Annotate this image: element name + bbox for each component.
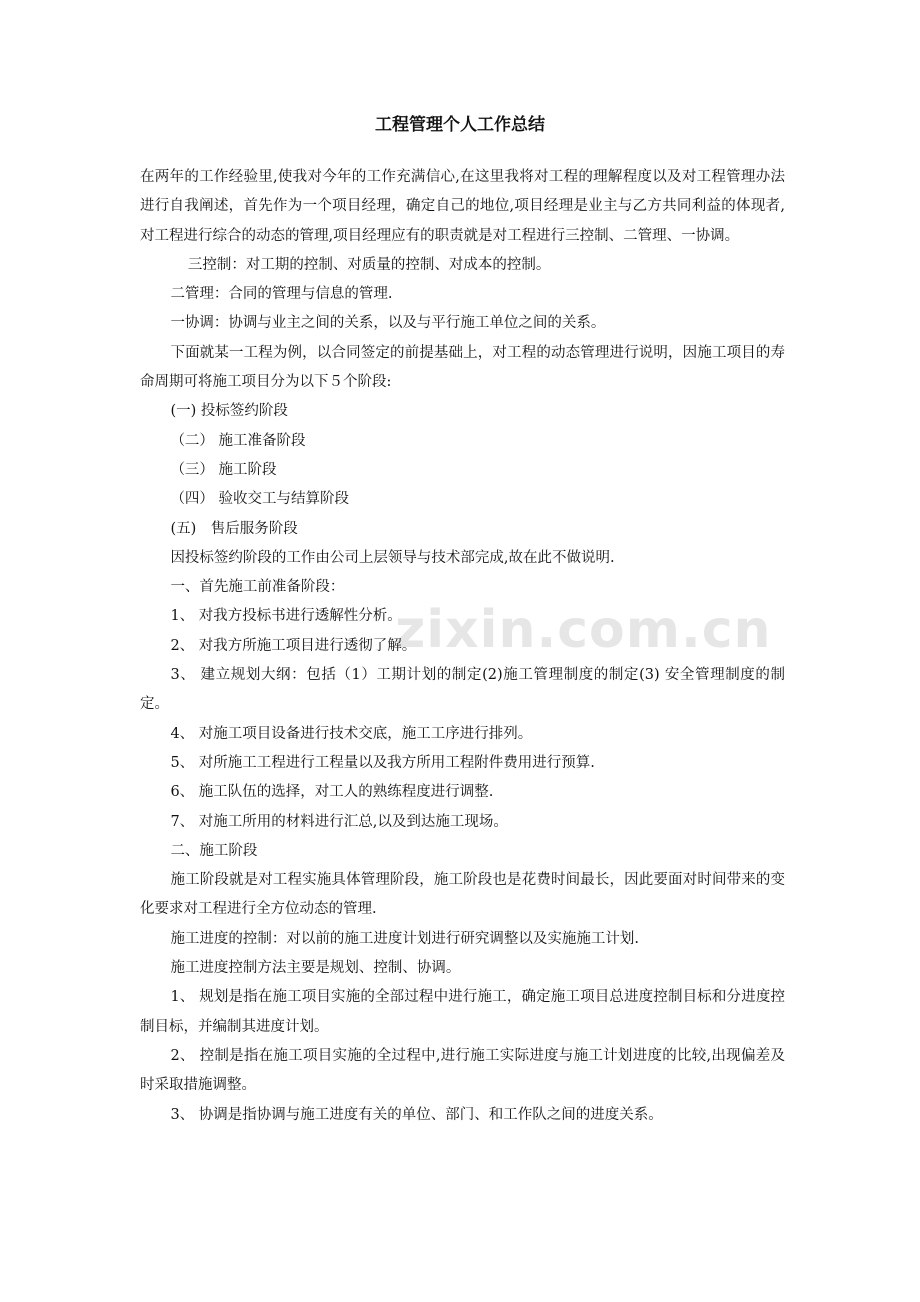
paragraph-bidding-note: 因投标签约阶段的工作由公司上层领导与技术部完成,故在此不做说明.	[170, 549, 615, 566]
list-item-stage-3: （三） 施工阶段	[170, 461, 277, 478]
list-item-method-3: 3、 协调是指协调与施工进度有关的单位、部门、和工作队之间的进度关系。	[170, 1106, 663, 1123]
list-item-prep-3: 3、 建立规划大纲：包括（1）工期计划的制定(2)施工管理制度的制定(3) 安全管理制度的制定。	[140, 667, 785, 713]
list-item-prep-2: 2、 对我方所施工项目进行透彻了解。	[170, 637, 417, 654]
section-heading-preparation: 一、首先施工前准备阶段：	[170, 579, 345, 596]
list-item-method-1: 1、 规划是指在施工项目实施的全部过程中进行施工，确定施工项目总进度控制目标和分进度控制目标，并编制其进度计划。	[140, 989, 785, 1035]
list-item-prep-1: 1、 对我方投标书进行透解性分析。	[170, 608, 402, 625]
section-heading-construction: 二、施工阶段	[170, 842, 258, 859]
paragraph-construction-desc: 施工阶段就是对工程实施具体管理阶段，施工阶段也是花费时间最长，因此要面对时间带来的变化要求对工程进行全方位动态的管理.	[140, 872, 785, 918]
document-body	[140, 163, 785, 1130]
list-item-prep-5: 5、 对所施工工程进行工程量以及我方所用工程附件费用进行预算.	[170, 754, 595, 771]
paragraph-control-methods: 施工进度控制方法主要是规划、控制、协调。	[170, 960, 461, 977]
list-item-stage-2: （二） 施工准备阶段	[170, 432, 306, 449]
paragraph-one-coordination: 一协调：协调与业主之间的关系，以及与平行施工单位之间的关系。	[170, 315, 606, 332]
list-item-prep-4: 4、 对施工项目设备进行技术交底，施工工序进行排列。	[170, 725, 533, 742]
paragraph-stages-intro: 下面就某一工程为例，以合同签定的前提基础上，对工程的动态管理进行说明，因施工项目的寿命周期可将施工项目分为以下５个阶段:	[140, 344, 785, 391]
paragraph-three-controls: 三控制：对工期的控制、对质量的控制、对成本的控制。	[187, 256, 551, 273]
list-item-prep-7: 7、 对施工所用的材料进行汇总,以及到达施工现场。	[170, 813, 508, 830]
paragraph-two-managements: 二管理：合同的管理与信息的管理.	[170, 286, 393, 303]
document-title: 工程管理个人工作总结	[375, 115, 545, 135]
paragraph-intro: 在两年的工作经验里,使我对今年的工作充满信心,在这里我将对工程的理解程度以及对工程管理办法进行自我阐述，首先作为一个项目经理，确定自己的地位,项目经理是业主与乙方共同利益的体现者,对工程进行综合的动态的管理,项目经理应有的职责就是对工程进行三控制、二管理、一协调。	[140, 169, 785, 244]
list-item-stage-4: （四） 验收交工与结算阶段	[170, 491, 350, 508]
list-item-prep-6: 6、 施工队伍的选择，对工人的熟练程度进行调整.	[170, 784, 494, 801]
watermark: zixin.com.cn	[395, 600, 772, 660]
list-item-method-2: 2、 控制是指在施工项目实施的全过程中,进行施工实际进度与施工计划进度的比较,出现偏差及时采取措施调整。	[140, 1047, 785, 1094]
list-item-stage-5: (五) 售后服务阶段	[170, 520, 298, 537]
list-item-stage-1: (一) 投标签约阶段	[170, 403, 288, 420]
paragraph-schedule-control: 施工进度的控制：对以前的施工进度计划进行研究调整以及实施施工计划.	[170, 930, 640, 947]
